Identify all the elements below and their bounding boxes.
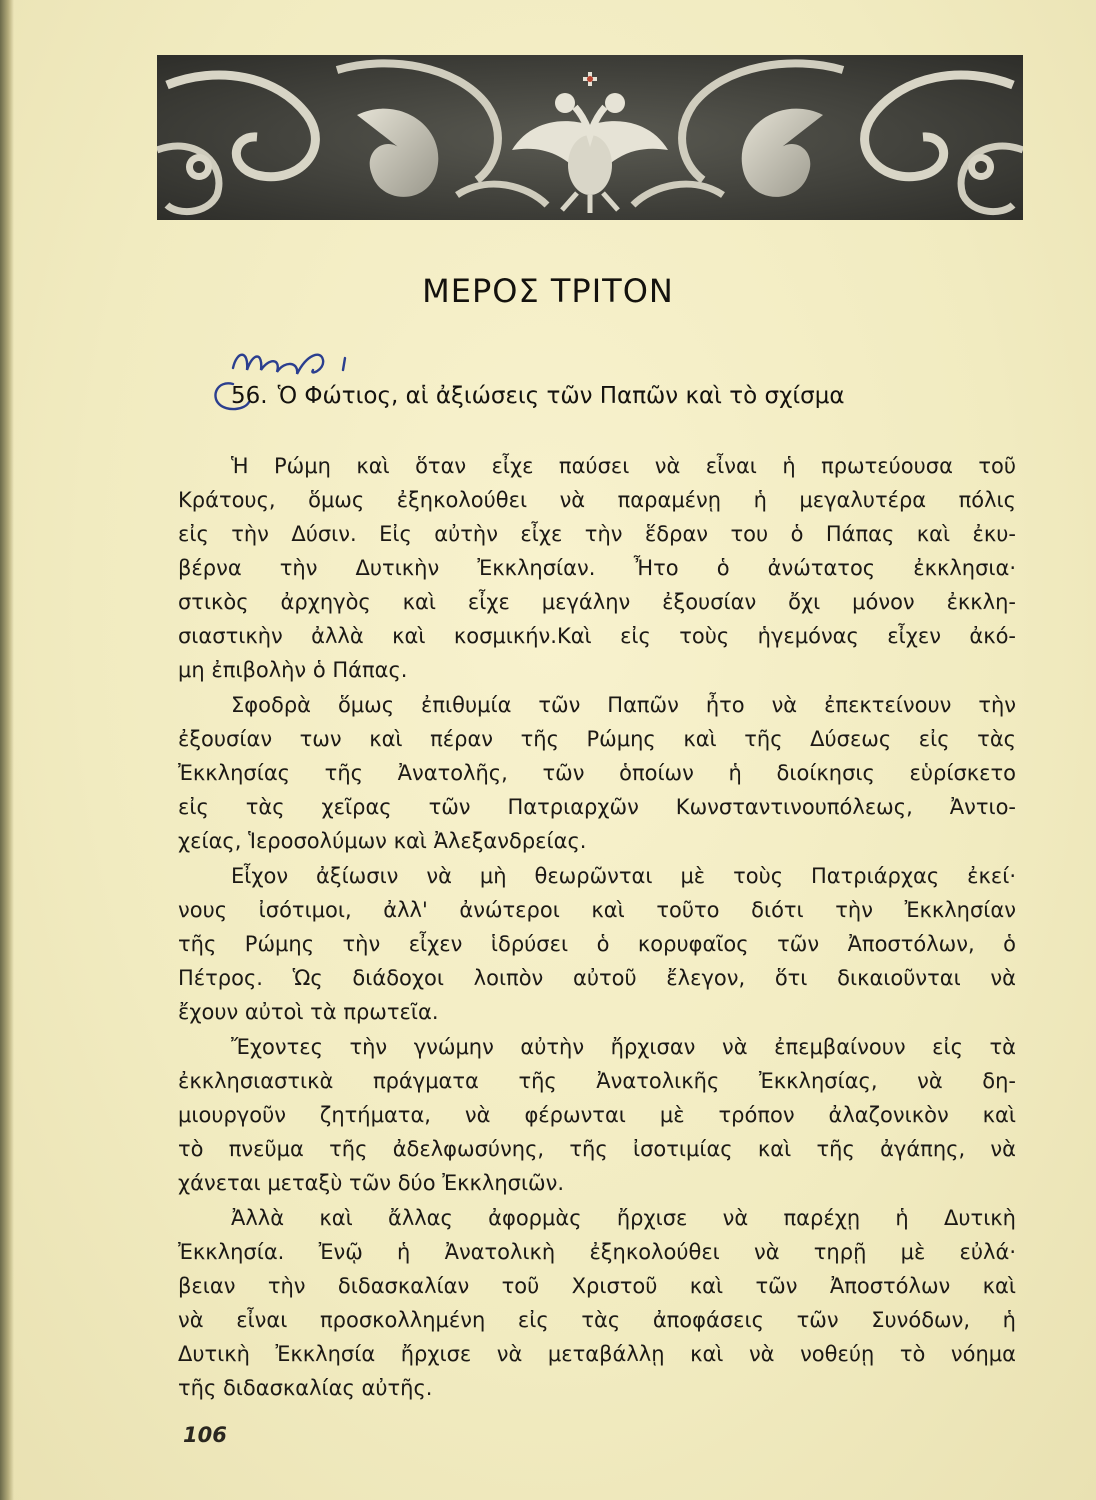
page-number: 106 bbox=[183, 1423, 227, 1447]
text-line: Ἐκκλησία. Ἐνῷ ἡ Ἀνατολικὴ ἐξηκολούθει νὰ τηρῇ μὲ εὐλά· bbox=[178, 1240, 1016, 1264]
text-line: Δυτικὴ Ἐκκλησία ἤρχισε νὰ μεταβάλλῃ καὶ νὰ νοθεύῃ τὸ νόημα bbox=[178, 1342, 1016, 1366]
text-line: βειαν τὴν διδασκαλίαν τοῦ Χριστοῦ καὶ τῶν Ἀποστόλων καὶ bbox=[178, 1274, 1016, 1298]
text-line: χάνεται μεταξὺ τῶν δύο Ἐκκλησιῶν. bbox=[178, 1171, 565, 1195]
text-line: εἰς τὰς χεῖρας τῶν Πατριαρχῶν Κωνσταντινουπόλεως, Ἀντιο- bbox=[178, 795, 1016, 819]
text-line: τὸ πνεῦμα τῆς ἀδελφωσύνης, τῆς ἰσοτιμίας καὶ τῆς ἀγάπης, νὰ bbox=[178, 1137, 1016, 1161]
text-line: στικὸς ἀρχηγὸς καὶ εἶχε μεγάλην ἐξουσίαν ὄχι μόνον ἐκκλη- bbox=[178, 590, 1016, 614]
text-line: βέρνα τὴν Δυτικὴν Ἐκκλησίαν. Ἦτο ὁ ἀνώτατος ἐκκλησια· bbox=[178, 556, 1016, 580]
text-line: σιαστικὴν ἀλλὰ καὶ κοσμικήν.Καὶ εἰς τοὺς ἡγεμόνας εἶχεν ἀκό- bbox=[178, 624, 1016, 648]
text-line: ἐξουσίαν των καὶ πέραν τῆς Ρώμης καὶ τῆς Δύσεως εἰς τὰς bbox=[178, 727, 1016, 751]
text-line: νους ἰσότιμοι, ἀλλ' ἀνώτεροι καὶ τοῦτο διότι τὴν Ἐκκλησίαν bbox=[178, 898, 1016, 922]
text-line: Σφοδρὰ ὅμως ἐπιθυμία τῶν Παπῶν ἦτο νὰ ἐπεκτείνουν τὴν bbox=[231, 693, 1016, 717]
text-line: ἔχουν αὐτοὶ τὰ πρωτεῖα. bbox=[178, 1000, 439, 1024]
text-line: Εἶχον ἀξίωσιν νὰ μὴ θεωρῶνται μὲ τοὺς Πατριάρχας ἐκεί· bbox=[231, 864, 1016, 888]
ornamental-header-banner bbox=[157, 55, 1023, 220]
text-line: Ἔχοντες τὴν γνώμην αὐτὴν ἤρχισαν νὰ ἐπεμβαίνουν εἰς τὰ bbox=[231, 1035, 1016, 1059]
text-line: Ἀλλὰ καὶ ἄλλας ἀφορμὰς ἤρχισε νὰ παρέχῃ ἡ Δυτικὴ bbox=[231, 1206, 1016, 1230]
text-line: ἐκκλησιαστικὰ πράγματα τῆς Ἀνατολικῆς Ἐκκλησίας, νὰ δη- bbox=[178, 1069, 1016, 1093]
text-line: Πέτρος. Ὡς διάδοχοι λοιπὸν αὐτοῦ ἔλεγον, ὅτι δικαιοῦνται νὰ bbox=[178, 966, 1016, 990]
text-line: εἰς τὴν Δύσιν. Εἰς αὐτὴν εἶχε τὴν ἕδραν του ὁ Πάπας καὶ ἐκυ- bbox=[178, 522, 1016, 546]
text-line: Ἐκκλησίας τῆς Ἀνατολῆς, τῶν ὁποίων ἡ διοίκησις εὑρίσκετο bbox=[178, 761, 1016, 785]
section-title: Ὁ Φώτιος, αἱ ἀξιώσεις τῶν Παπῶν καὶ τὸ σχίσμα bbox=[277, 383, 845, 409]
text-line: τῆς Ρώμης τὴν εἶχεν ἱδρύσει ὁ κορυφαῖος τῶν Ἀποστόλων, ὁ bbox=[178, 932, 1016, 956]
part-title: ΜΕΡΟΣ ΤΡΙΤΟΝ bbox=[422, 272, 674, 310]
text-line: Κράτους, ὅμως ἐξηκολούθει νὰ παραμένῃ ἡ μεγαλυτέρα πόλις bbox=[178, 488, 1016, 512]
byzantine-eagle-ornament bbox=[157, 55, 1023, 220]
text-line: τῆς διδασκαλίας αὐτῆς. bbox=[178, 1376, 433, 1400]
section-number: 56. bbox=[231, 383, 268, 409]
text-line: μιουργοῦν ζητήματα, νὰ φέρωνται μὲ τρόπον ἀλαζονικὸν καὶ bbox=[178, 1103, 1016, 1127]
text-line: χείας, Ἱεροσολύμων καὶ Ἀλεξανδρείας. bbox=[178, 829, 587, 853]
text-line: Ἡ Ρώμη καὶ ὅταν εἶχε παύσει νὰ εἶναι ἡ πρωτεύουσα τοῦ bbox=[231, 454, 1016, 478]
section-heading bbox=[231, 383, 845, 409]
text-line: νὰ εἶναι προσκολλημένη εἰς τὰς ἀποφάσεις τῶν Συνόδων, ἡ bbox=[178, 1308, 1016, 1332]
book-spine-shadow bbox=[0, 0, 14, 1500]
text-line: μη ἐπιβολὴν ὁ Πάπας. bbox=[178, 658, 408, 682]
